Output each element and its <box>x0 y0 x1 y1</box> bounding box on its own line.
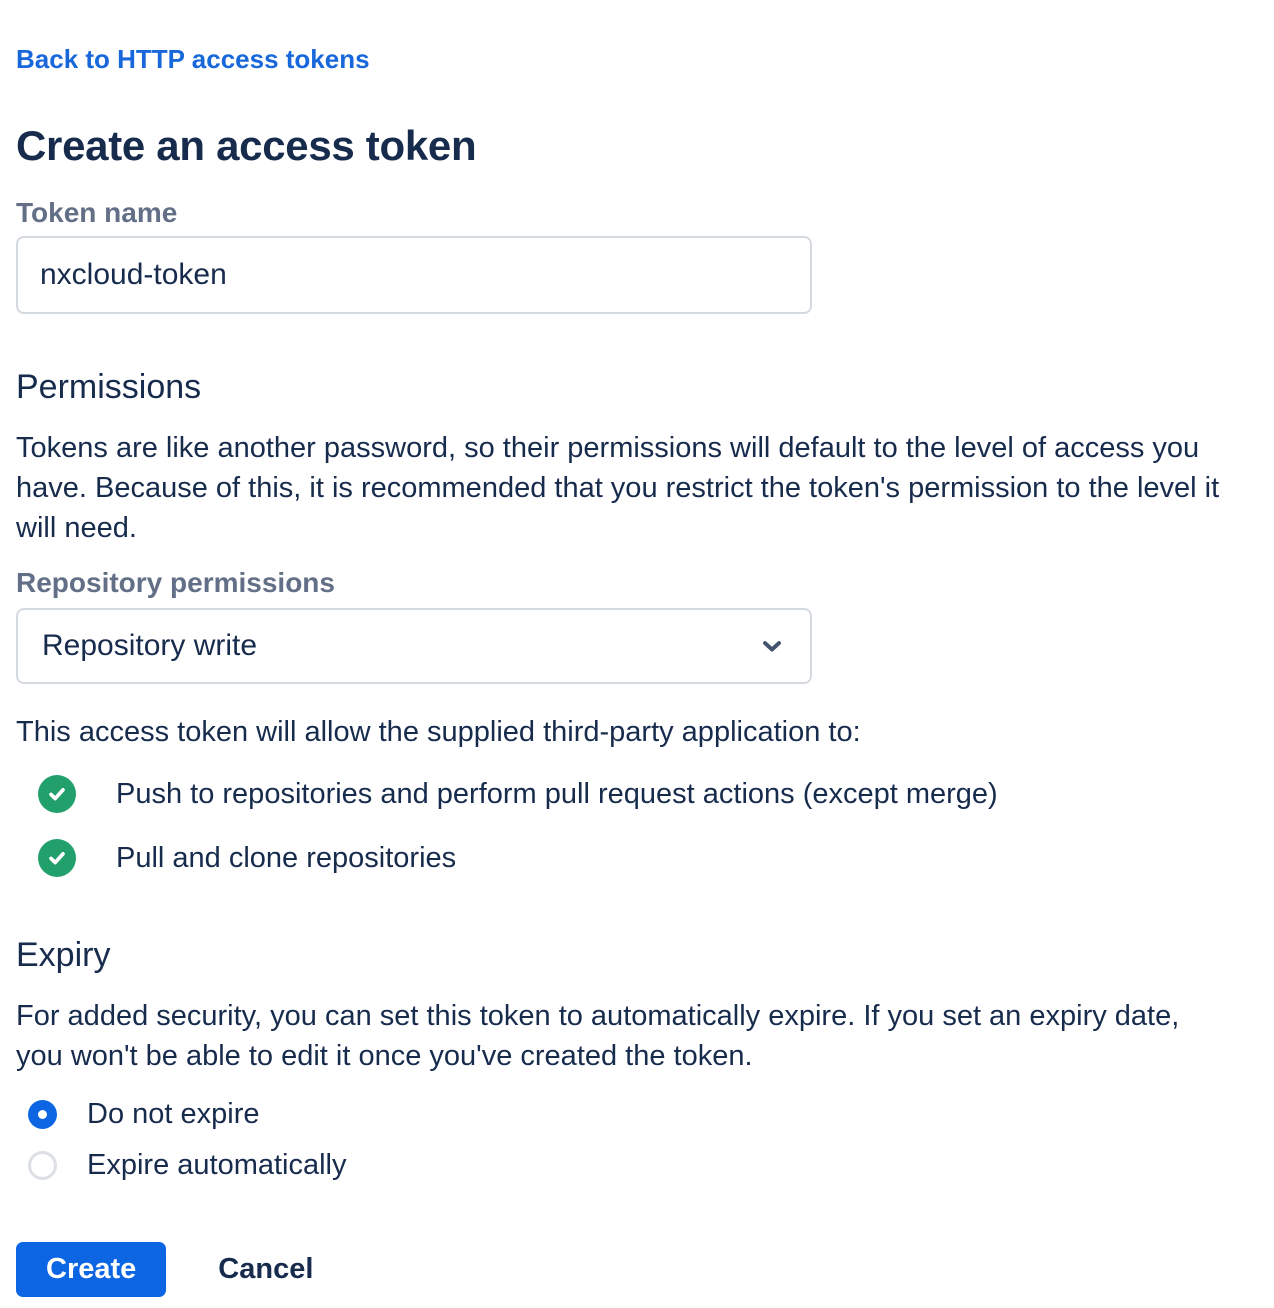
expiry-description: For added security, you can set this token to automatically expire. If you set an expiry date, you won't be able to edit it once you've created the token. <box>16 1000 1180 1072</box>
check-circle-icon <box>38 775 76 813</box>
radio-do-not-expire[interactable] <box>16 1098 1250 1131</box>
radio-label: Expire automatically <box>87 1149 347 1181</box>
capability-list <box>16 774 1250 878</box>
expiry-heading: Expiry <box>16 936 111 974</box>
form-actions <box>16 1242 1250 1297</box>
back-to-http-access-tokens-link[interactable]: Back to HTTP access tokens <box>16 44 370 74</box>
permissions-description: Tokens are like another password, so their permissions will default to the level of access you have. Because of this, it is recommended that you restrict the token's permission to the level it will need. <box>16 432 1220 544</box>
cancel-button[interactable]: Cancel <box>208 1253 323 1286</box>
token-name-input[interactable] <box>16 236 812 314</box>
check-circle-icon <box>38 839 76 877</box>
token-name-label: Token name <box>16 197 178 228</box>
create-button[interactable]: Create <box>16 1242 166 1297</box>
token-capabilities-intro: This access token will allow the supplied third-party application to: <box>16 716 861 748</box>
radio-label: Do not expire <box>87 1098 260 1130</box>
capability-label: Push to repositories and perform pull request actions (except merge) <box>116 778 998 810</box>
radio-selected-icon[interactable] <box>28 1100 57 1129</box>
expiry-radio-group <box>16 1098 1250 1182</box>
capability-label: Pull and clone repositories <box>116 842 457 874</box>
capability-item <box>16 838 1250 878</box>
chevron-down-icon <box>758 632 786 660</box>
permissions-heading: Permissions <box>16 368 202 406</box>
repository-permissions-label: Repository permissions <box>16 567 335 598</box>
repository-permissions-selected-value: Repository write <box>42 629 258 662</box>
page-title: Create an access token <box>16 122 477 169</box>
radio-unselected-icon[interactable] <box>28 1151 57 1180</box>
repository-permissions-select[interactable] <box>16 608 812 684</box>
radio-expire-automatically[interactable] <box>16 1149 1250 1182</box>
capability-item <box>16 774 1250 814</box>
